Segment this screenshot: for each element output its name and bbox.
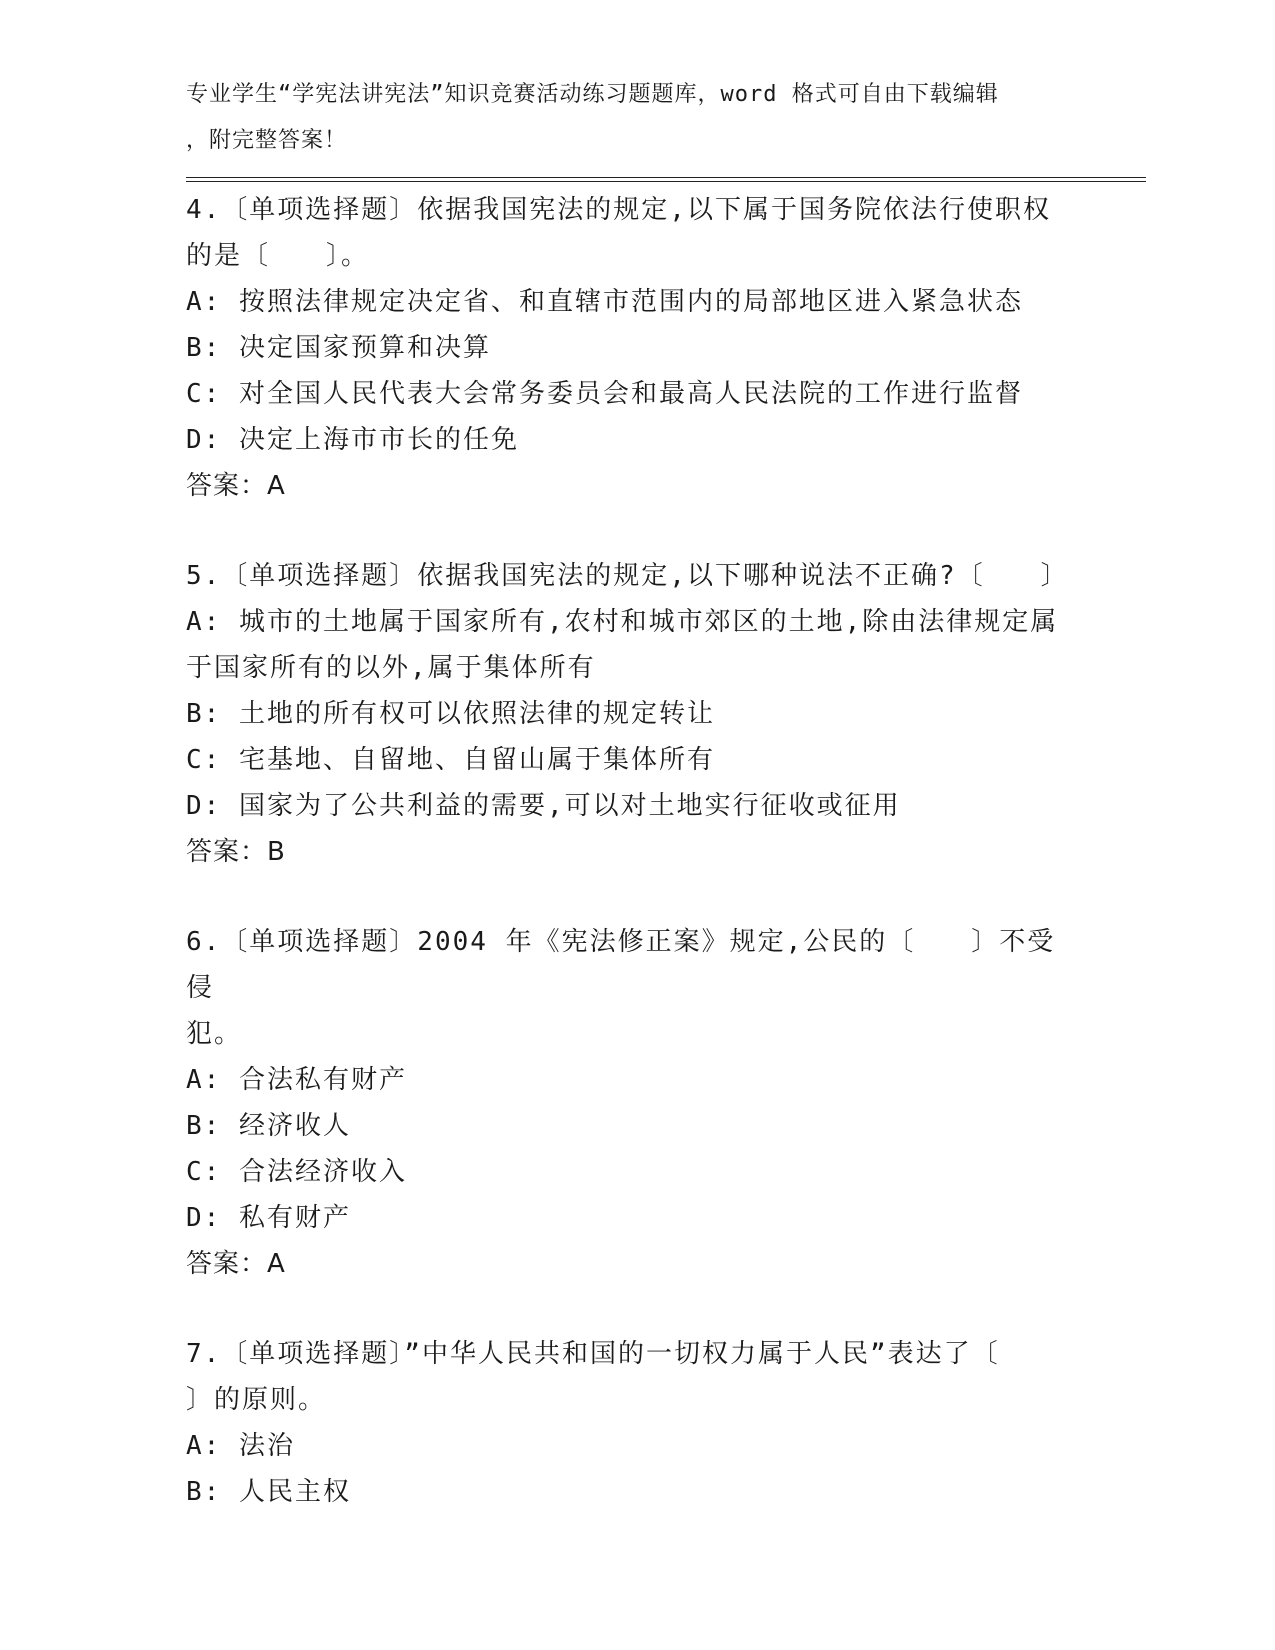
- question-stem: 4.〔单项选择题〕依据我国宪法的规定,以下属于国务院依法行使职权: [186, 195, 1051, 225]
- question-stem-cont: 犯。: [186, 1019, 243, 1049]
- question-7: [186, 1331, 1066, 1515]
- option-d: D: 国家为了公共利益的需要,可以对土地实行征收或征用: [186, 791, 901, 821]
- option-a: A: 按照法律规定决定省、和直辖市范围内的局部地区进入紧急状态: [186, 287, 1023, 317]
- option-c: C: 合法经济收入: [186, 1157, 407, 1187]
- question-6: [186, 919, 1066, 1287]
- option-d: D: 决定上海市市长的任免: [186, 425, 519, 455]
- question-5: [186, 553, 1069, 875]
- option-b: B: 土地的所有权可以依照法律的规定转让: [186, 699, 715, 729]
- option-c: C: 对全国人民代表大会常务委员会和最高人民法院的工作进行监督: [186, 379, 1023, 409]
- option-a-cont: 于国家所有的以外,属于集体所有: [186, 653, 596, 683]
- option-b: B: 经济收人: [186, 1111, 351, 1141]
- question-stem: 6.〔单项选择题〕2004 年《宪法修正案》规定,公民的〔 〕不受侵: [186, 927, 1056, 1003]
- option-a: A: 法治: [186, 1431, 295, 1461]
- answer: 答案：A: [186, 1249, 286, 1279]
- option-d: D: 私有财产: [186, 1203, 351, 1233]
- answer: 答案：A: [186, 471, 286, 501]
- option-b: B: 决定国家预算和决算: [186, 333, 491, 363]
- header-double-rule: [186, 177, 1146, 182]
- answer: 答案：B: [186, 837, 286, 867]
- question-stem-cont: 的是〔 〕。: [186, 241, 370, 271]
- option-c: C: 宅基地、自留地、自留山属于集体所有: [186, 745, 715, 775]
- question-4: [186, 187, 1066, 509]
- question-stem-cont: 〕的原则。: [186, 1385, 327, 1415]
- question-list: [186, 187, 1069, 1559]
- option-b: B: 人民主权: [186, 1477, 351, 1507]
- question-stem: 7.〔单项选择题〕”中华人民共和国的一切权力属于人民”表达了〔: [186, 1339, 1000, 1369]
- document-header: [186, 72, 1066, 164]
- header-line-2: ，附完整答案！: [186, 128, 348, 153]
- header-line-1: 专业学生“学宪法讲宪法”知识竞赛活动练习题题库，word 格式可自由下载编辑: [186, 82, 999, 107]
- option-a: A: 城市的土地属于国家所有,农村和城市郊区的土地,除由法律规定属: [186, 607, 1059, 637]
- question-stem: 5.〔单项选择题〕依据我国宪法的规定,以下哪种说法不正确?〔 〕: [186, 561, 1069, 591]
- option-a: A: 合法私有财产: [186, 1065, 407, 1095]
